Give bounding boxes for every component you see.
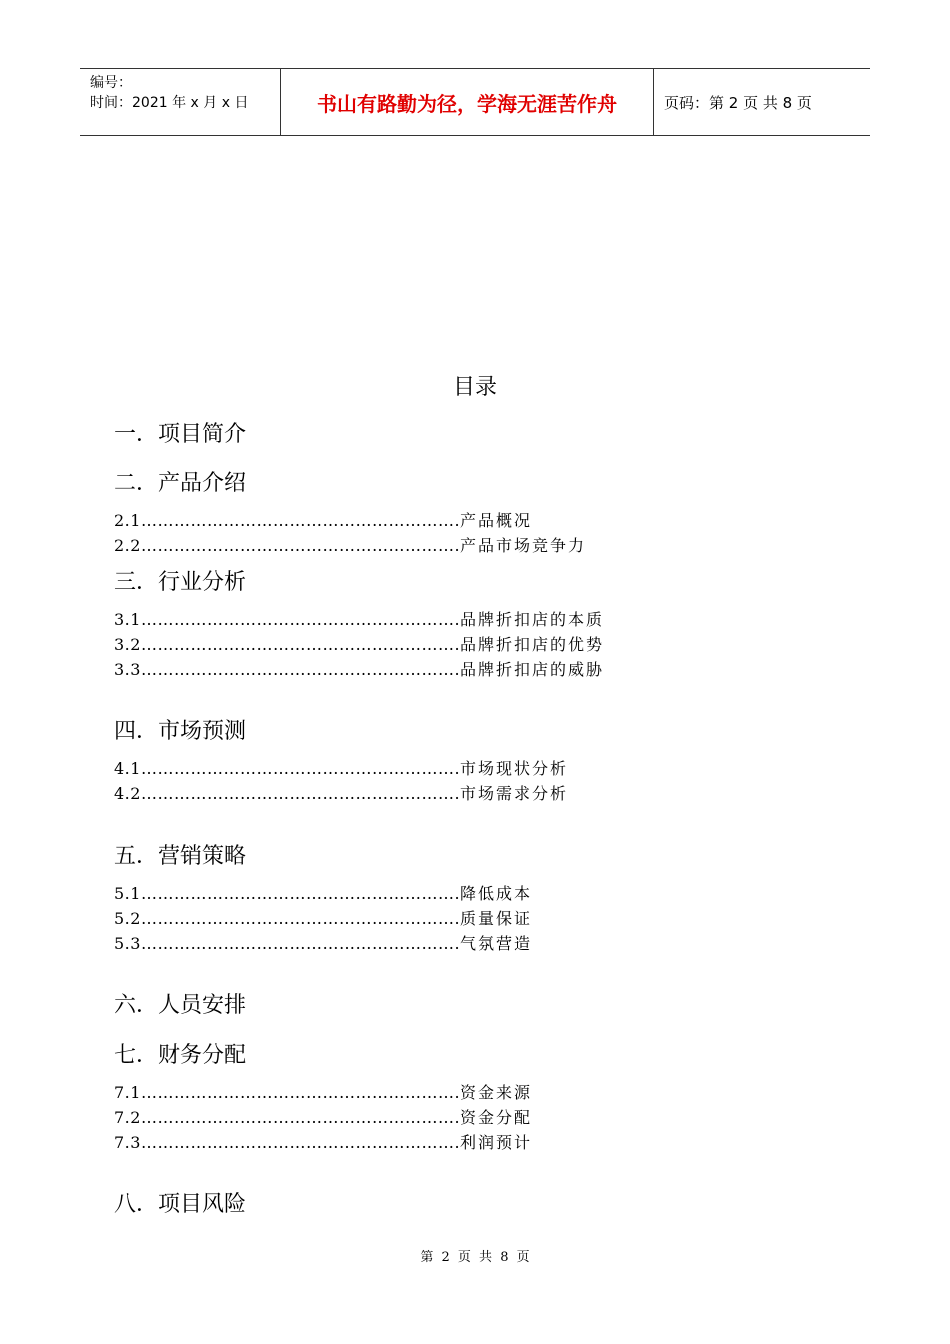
toc-item-dots: …………………………………………………. [140,635,461,654]
toc-item-number: 2.2 [114,536,141,555]
toc-section-heading: 三．行业分析 [114,570,247,595]
toc-item-number: 7.1 [114,1083,141,1102]
toc-section-heading: 一．项目简介 [114,422,247,447]
toc-item-number: 3.2 [114,635,141,654]
toc-item-dots: …………………………………………………. [140,1133,461,1152]
toc-item [114,511,532,531]
toc-item-dots: …………………………………………………. [140,610,461,629]
toc-section-heading: 八．项目风险 [114,1192,247,1217]
toc-item [114,1108,532,1128]
toc-item-label: 产品概况 [460,511,533,530]
time-label: 时间：2021 年 x 月 x 日 [90,95,249,111]
toc-section-heading: 四．市场预测 [114,719,247,744]
toc-item-dots: …………………………………………………. [140,1083,461,1102]
toc-item-label: 资金来源 [460,1083,533,1102]
page-header [80,68,870,136]
header-motto: 书山有路勤为径，学海无涯苦作舟 [281,69,654,135]
toc-item-dots: …………………………………………………. [140,759,461,778]
toc-section-heading: 七．财务分配 [114,1043,247,1068]
toc-item-label: 品牌折扣店的优势 [460,635,605,654]
toc-item [114,635,604,655]
toc-title: 目录 [452,375,497,400]
toc-item-label: 降低成本 [460,884,533,903]
toc-item-number: 4.1 [114,759,141,778]
toc-item [114,1083,532,1103]
page-footer: 第 2 页 共 8 页 [420,1250,530,1265]
toc-item-dots: …………………………………………………. [140,884,461,903]
toc-item-label: 气氛营造 [460,934,533,953]
number-label: 编号： [90,75,132,91]
toc-item-dots: …………………………………………………. [140,784,461,803]
toc-item-dots: …………………………………………………. [140,1108,461,1127]
toc-item-number: 4.2 [114,784,141,803]
toc-item [114,536,586,556]
toc-item-number: 7.2 [114,1108,141,1127]
toc-item [114,884,532,904]
toc-item-number: 3.1 [114,610,141,629]
toc-item-label: 品牌折扣店的威胁 [460,660,605,679]
toc-item-dots: …………………………………………………. [140,660,461,679]
toc-item-dots: …………………………………………………. [140,934,461,953]
toc-section-heading: 五．营销策略 [114,844,247,869]
toc-item-number: 3.3 [114,660,141,679]
toc-item-label: 利润预计 [460,1133,533,1152]
toc-item-number: 5.2 [114,909,141,928]
toc-item-number: 2.1 [114,511,141,530]
toc-item-label: 资金分配 [460,1108,533,1127]
toc-item-label: 品牌折扣店的本质 [460,610,605,629]
header-page-info: 页码：第 2 页 共 8 页 [664,93,812,112]
toc-item [114,784,568,804]
toc-item-label: 市场需求分析 [460,784,569,803]
toc-item-dots: …………………………………………………. [140,909,461,928]
toc-item-dots: …………………………………………………. [140,536,461,555]
toc-item [114,759,568,779]
toc-item [114,934,532,954]
toc-item-dots: …………………………………………………. [140,511,461,530]
toc-item-number: 5.3 [114,934,141,953]
toc-item [114,610,604,630]
toc-item [114,909,532,929]
toc-item-label: 市场现状分析 [460,759,569,778]
toc-section-heading: 六．人员安排 [114,993,247,1018]
toc-section-heading: 二．产品介绍 [114,471,247,496]
toc-item-number: 5.1 [114,884,141,903]
toc-item [114,660,604,680]
header-meta [80,69,281,135]
toc-item-number: 7.3 [114,1133,141,1152]
toc-item [114,1133,532,1153]
toc-item-label: 质量保证 [460,909,533,928]
toc-item-label: 产品市场竞争力 [460,536,587,555]
